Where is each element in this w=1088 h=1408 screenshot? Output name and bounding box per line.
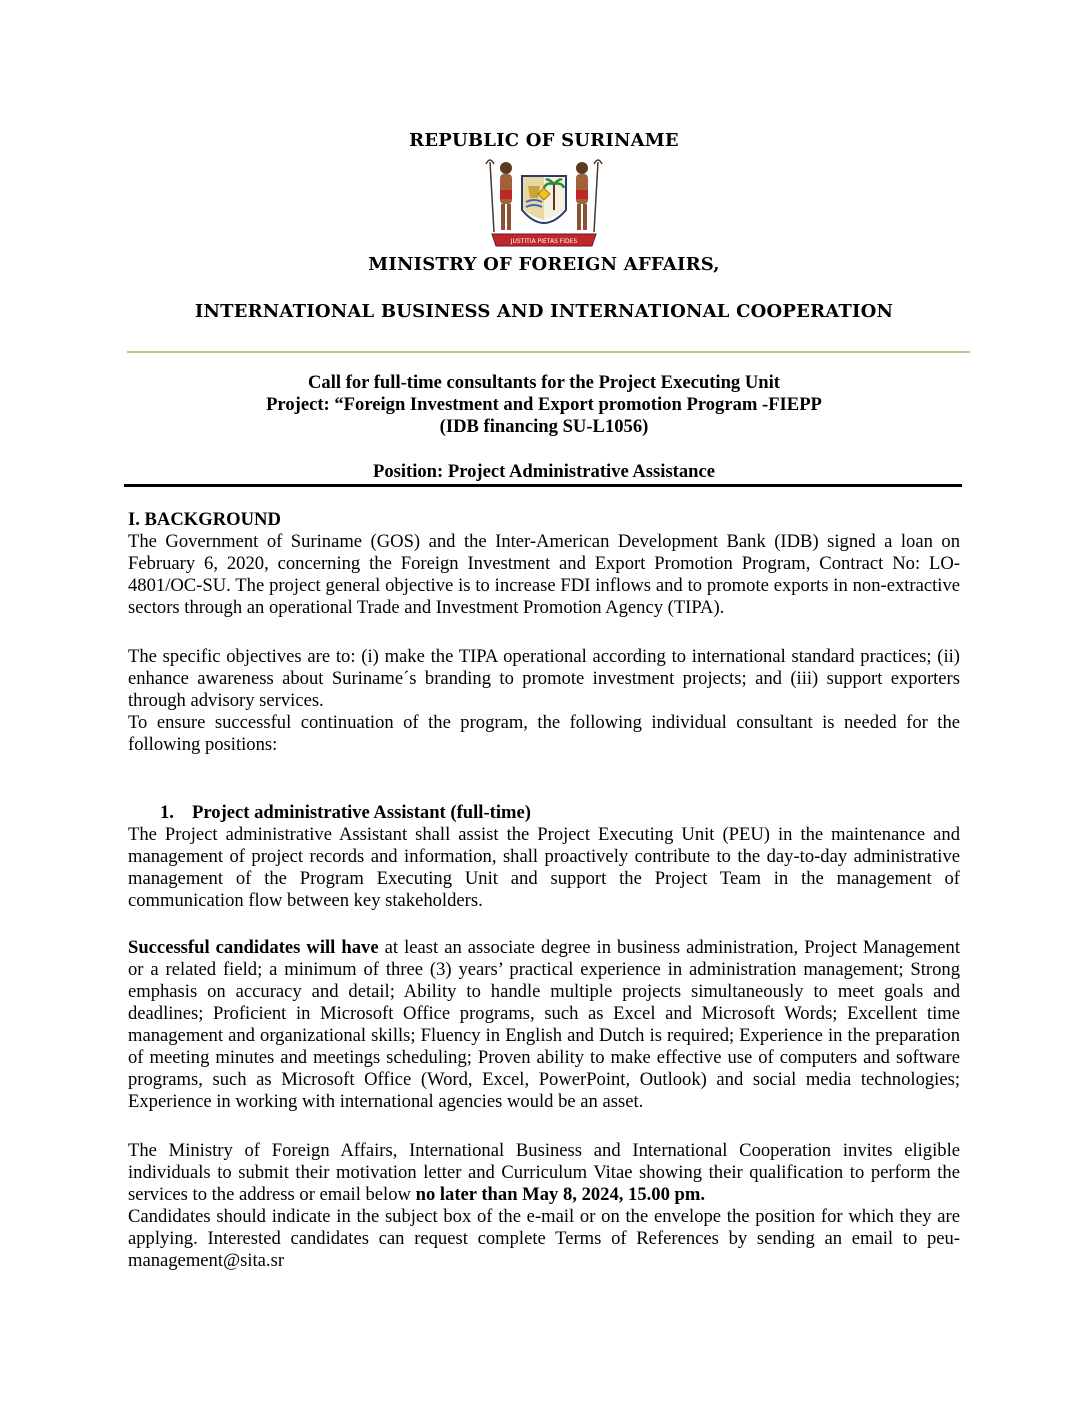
republic-title: REPUBLIC OF SURINAME xyxy=(409,130,679,151)
deadline-text: no later than May 8, 2024, 15.00 pm. xyxy=(415,1184,706,1205)
position-divider xyxy=(124,484,962,487)
requirements-text: at least an associate degree in business administration, Project Management or a related field; a minimum of three (3) years’ practical experience in administration management; Strong emphasis on accuracy and detail; Ability to handle multiple projects simultaneously to meet goals and deadlines; Proficient in Microsoft Office programs, such as Excel and Microsoft Words; Excellent time management and organizational skills; Fluency in English and Dutch is required; Experience in the preparation of meeting minutes and meetings scheduling; Proven ability to make effective use of computers and software programs, such as Microsoft Office (Word, Excel, PowerPoint, Outlook) and social media technologies; Experience in working with international agencies would be an asset. xyxy=(128,937,960,1112)
call-line1: Call for full-time consultants for the Project Executing Unit xyxy=(307,372,781,393)
call-line3: (IDB financing SU-L1056) xyxy=(439,416,649,437)
position1-title: Project administrative Assistant (full-time) xyxy=(192,802,531,823)
coat-of-arms-icon xyxy=(482,154,606,250)
header-divider xyxy=(127,351,970,353)
invitation-paragraph xyxy=(128,1140,960,1206)
requirements-paragraph xyxy=(128,937,960,1113)
position-title: Position: Project Administrative Assistance xyxy=(372,461,716,482)
requirements-lead: Successful candidates will have xyxy=(128,937,379,958)
call-line2: Project: “Foreign Investment and Export promotion Program -FIEPP xyxy=(266,394,822,415)
background-heading: I. BACKGROUND xyxy=(128,509,281,530)
background-paragraph-1: The Government of Suriname (GOS) and the Inter-American Development Bank (IDB) signed a loan on February 6, 2020, concerning the Foreign Investment and Export Promotion Program, Contract No: LO-4801/OC-SU. The project general objective is to increase FDI inflows and to promote exports in non-extractive sectors through an operational Trade and Investment Promotion Agency (TIPA). xyxy=(128,531,960,618)
ministry-title-line2: INTERNATIONAL BUSINESS AND INTERNATIONAL COOPERATION xyxy=(194,301,894,322)
ministry-title-line1: MINISTRY OF FOREIGN AFFAIRS, xyxy=(368,254,720,275)
position1-description: The Project administrative Assistant shall assist the Project Executing Unit (PEU) in the maintenance and management of project records and information, shall proactively contribute to the day-to-day administrative management of the Program Executing Unit and support the Project Team in the management of communication flow between key stakeholders. xyxy=(128,824,960,911)
invitation-text: The Ministry of Foreign Affairs, International Business and International Cooperation invites eligible individuals to submit their motivation letter and Curriculum Vitae showing their qualification to perform the services to the address or email below xyxy=(128,1140,960,1205)
position-number: 1. xyxy=(160,802,174,823)
background-paragraph-2: The specific objectives are to: (i) make the TIPA operational according to international standard practices; (ii) enhance awareness about Suriname´s branding to promote investment projects; and (iii) support exporters through advisory services. xyxy=(128,646,960,711)
coat-of-arms-emblem xyxy=(482,154,606,250)
application-instructions: Candidates should indicate in the subject box of the e-mail or on the envelope the position for which they are applying. Interested candidates can request complete Terms of References by sending an email to peu-management@sita.sr xyxy=(128,1206,960,1271)
background-paragraph-3: To ensure successful continuation of the program, the following individual consultant is needed for the following positions: xyxy=(128,712,960,755)
emblem-motto: JUSTITIA PIETAS FIDES xyxy=(510,238,578,245)
